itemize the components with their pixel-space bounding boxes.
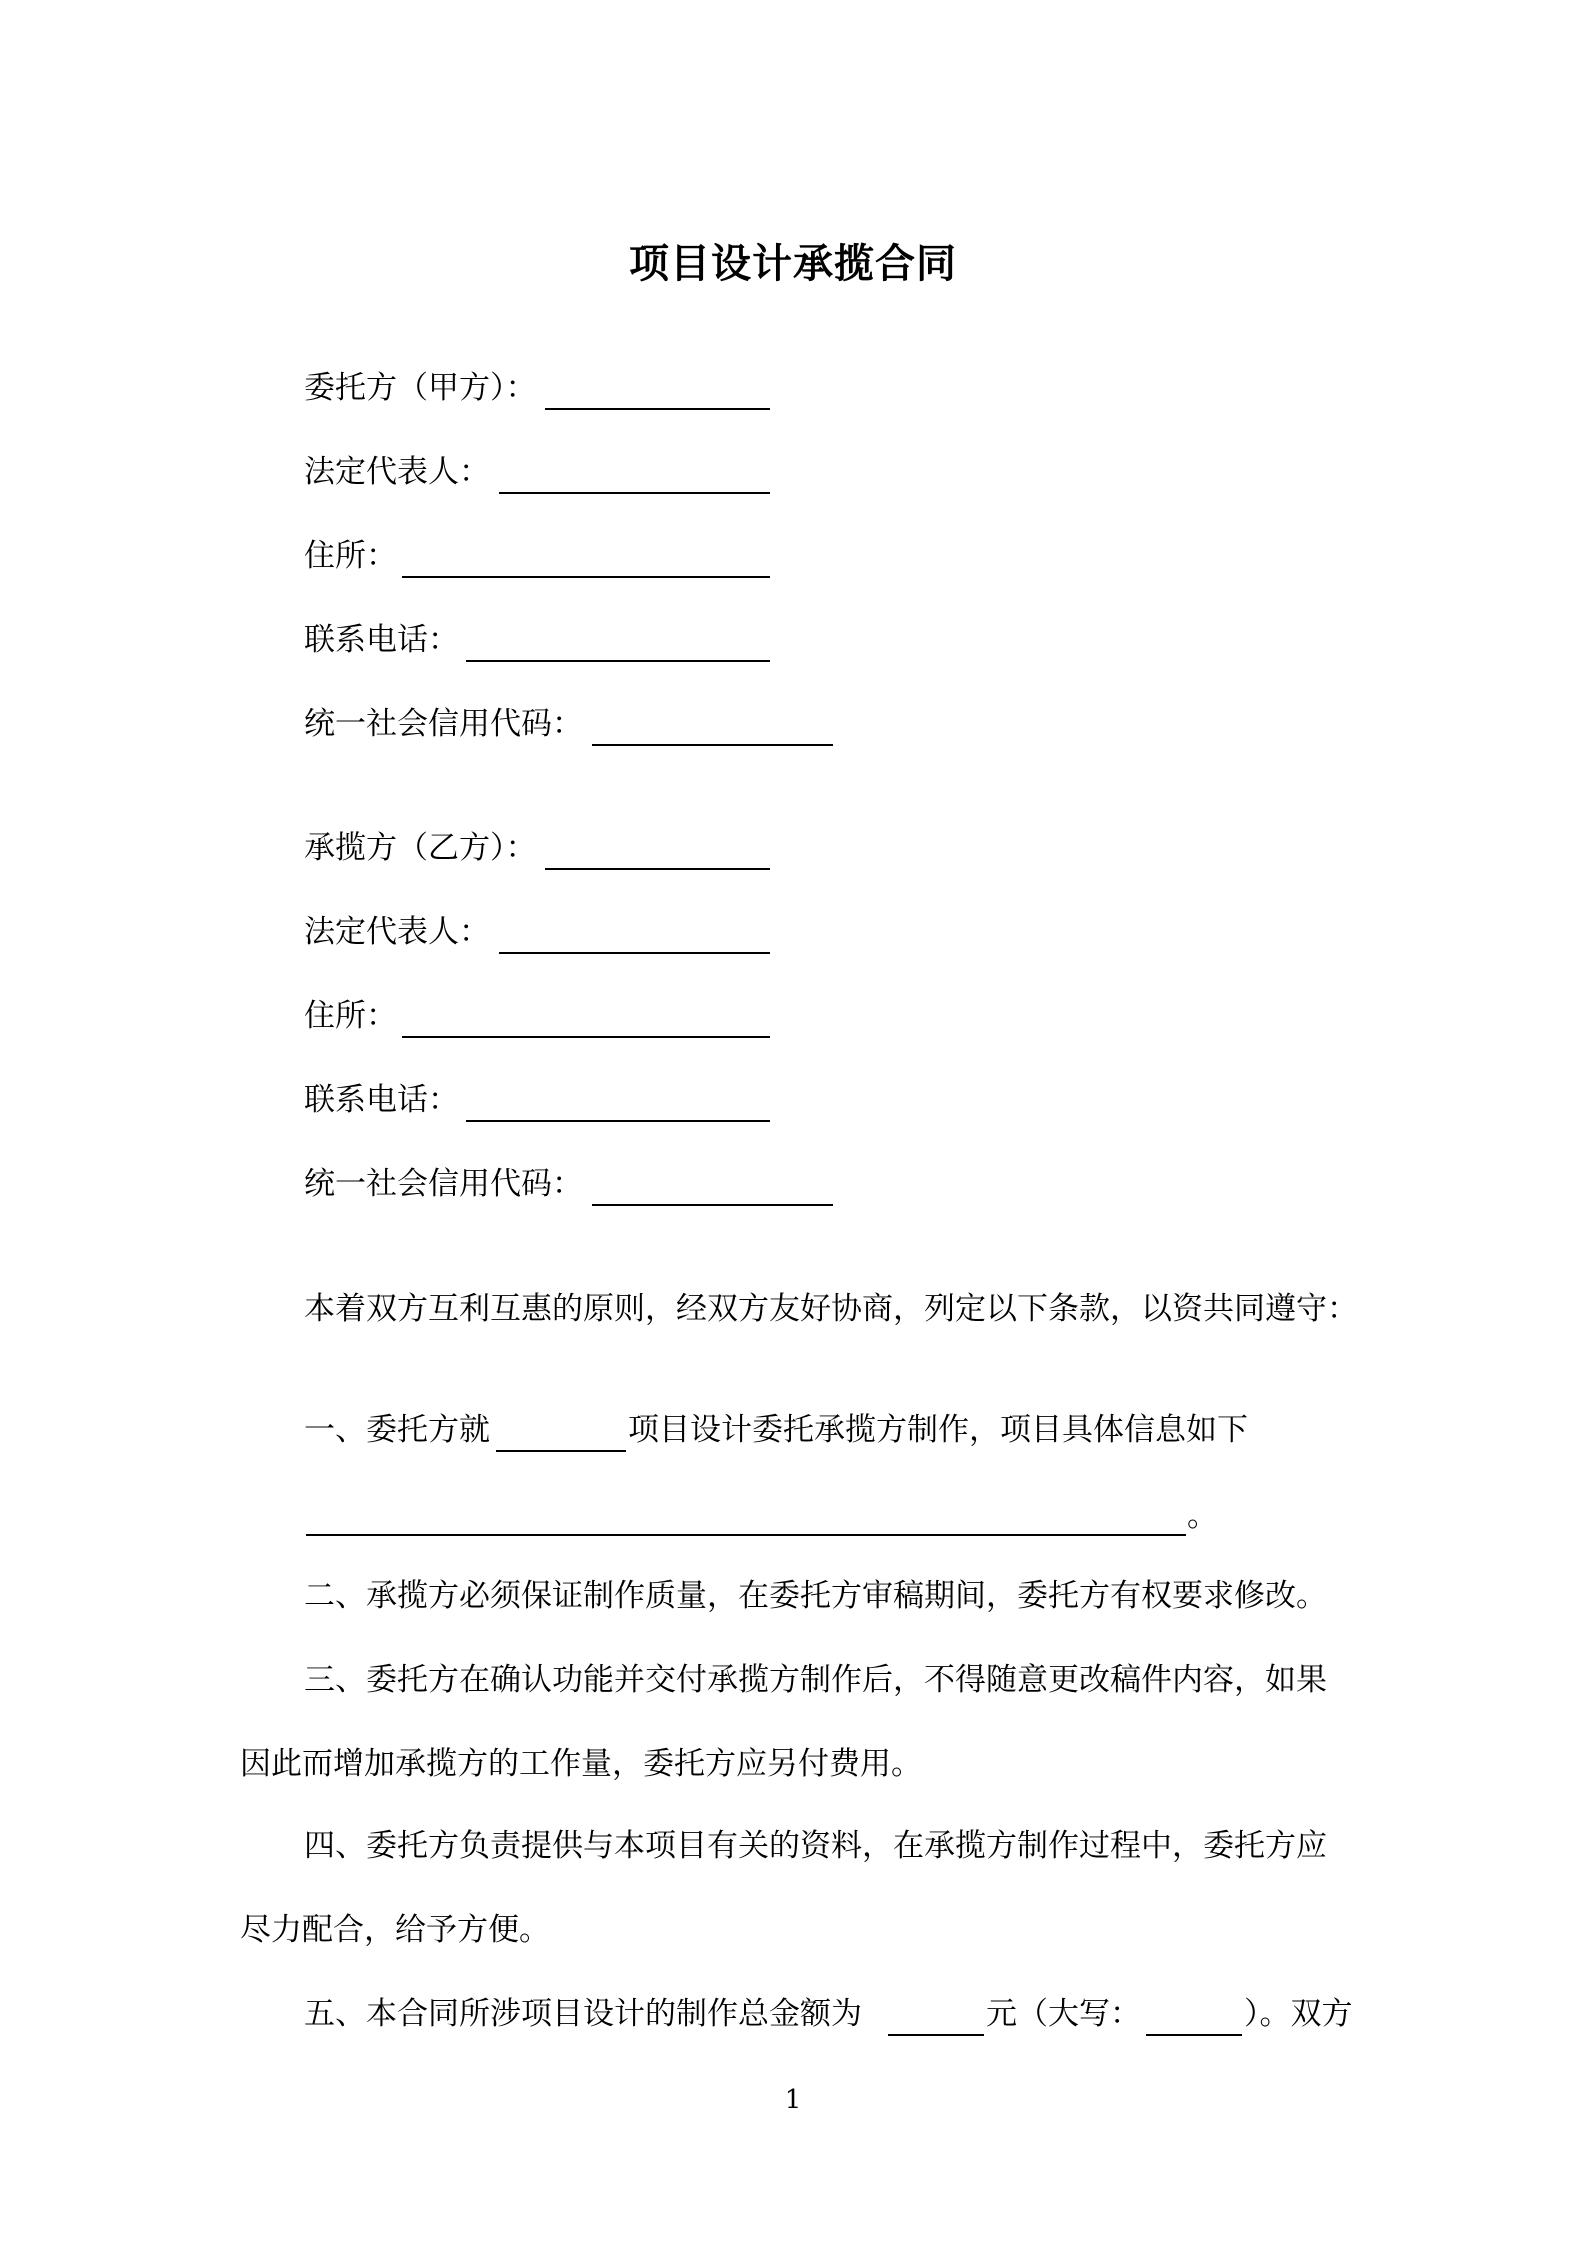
clause-3-line-1: 三、委托方在确认功能并交付承揽方制作后，不得随意更改稿件内容，如果 [304, 1662, 1327, 1698]
clause-1-end: 。 [1187, 1498, 1218, 1534]
page-title: 项目设计承揽合同 [629, 241, 957, 287]
clause-1-project-field[interactable] [496, 1450, 626, 1452]
clause-5-part-1: 五、本合同所涉项目设计的制作总金额为 [304, 1996, 862, 2032]
clause-5-part-3: ）。双方 [1244, 1996, 1353, 2032]
party-b-credit-code-label: 统一社会信用代码： [304, 1166, 583, 1202]
clause-4-line-1: 四、委托方负责提供与本项目有关的资料，在承揽方制作过程中，委托方应 [304, 1828, 1327, 1864]
party-a-name-label: 委托方（甲方）： [304, 370, 537, 406]
party-b-address-field[interactable] [402, 1036, 770, 1038]
party-b-name-field[interactable] [545, 868, 770, 870]
party-b-rep-field[interactable] [499, 952, 770, 954]
party-a-address-label: 住所： [304, 538, 397, 574]
party-a-rep-field[interactable] [499, 492, 770, 494]
clause-2: 二、承揽方必须保证制作质量，在委托方审稿期间，委托方有权要求修改。 [304, 1578, 1327, 1614]
clause-1-suffix: 项目设计委托承揽方制作，项目具体信息如下 [628, 1412, 1248, 1448]
party-b-credit-code-field[interactable] [592, 1204, 833, 1206]
party-a-name-field[interactable] [545, 408, 770, 410]
clause-4-line-2: 尽力配合，给予方便。 [240, 1912, 550, 1948]
clause-5-amount-words-field[interactable] [1146, 2034, 1242, 2036]
clause-1-prefix: 一、委托方就 [304, 1412, 490, 1448]
party-a-rep-label: 法定代表人： [304, 454, 490, 490]
party-a-phone-label: 联系电话： [304, 622, 459, 658]
party-a-address-field[interactable] [402, 576, 770, 578]
clause-5-amount-field[interactable] [888, 2034, 984, 2036]
clause-1-details-field[interactable] [306, 1534, 1186, 1536]
party-b-name-label: 承揽方（乙方）： [304, 830, 537, 866]
party-b-phone-label: 联系电话： [304, 1082, 459, 1118]
clause-3-line-2: 因此而增加承揽方的工作量，委托方应另付费用。 [240, 1746, 922, 1782]
party-a-credit-code-label: 统一社会信用代码： [304, 706, 583, 742]
clause-5-part-2: 元（大写： [986, 1996, 1141, 2032]
party-a-phone-field[interactable] [466, 660, 770, 662]
party-b-rep-label: 法定代表人： [304, 914, 490, 950]
party-b-address-label: 住所： [304, 998, 397, 1034]
page-number: 1 [784, 2085, 802, 2115]
intro-paragraph: 本着双方互利互惠的原则，经双方友好协商，列定以下条款，以资共同遵守： [304, 1291, 1358, 1327]
party-a-credit-code-field[interactable] [592, 744, 833, 746]
party-b-phone-field[interactable] [466, 1120, 770, 1122]
